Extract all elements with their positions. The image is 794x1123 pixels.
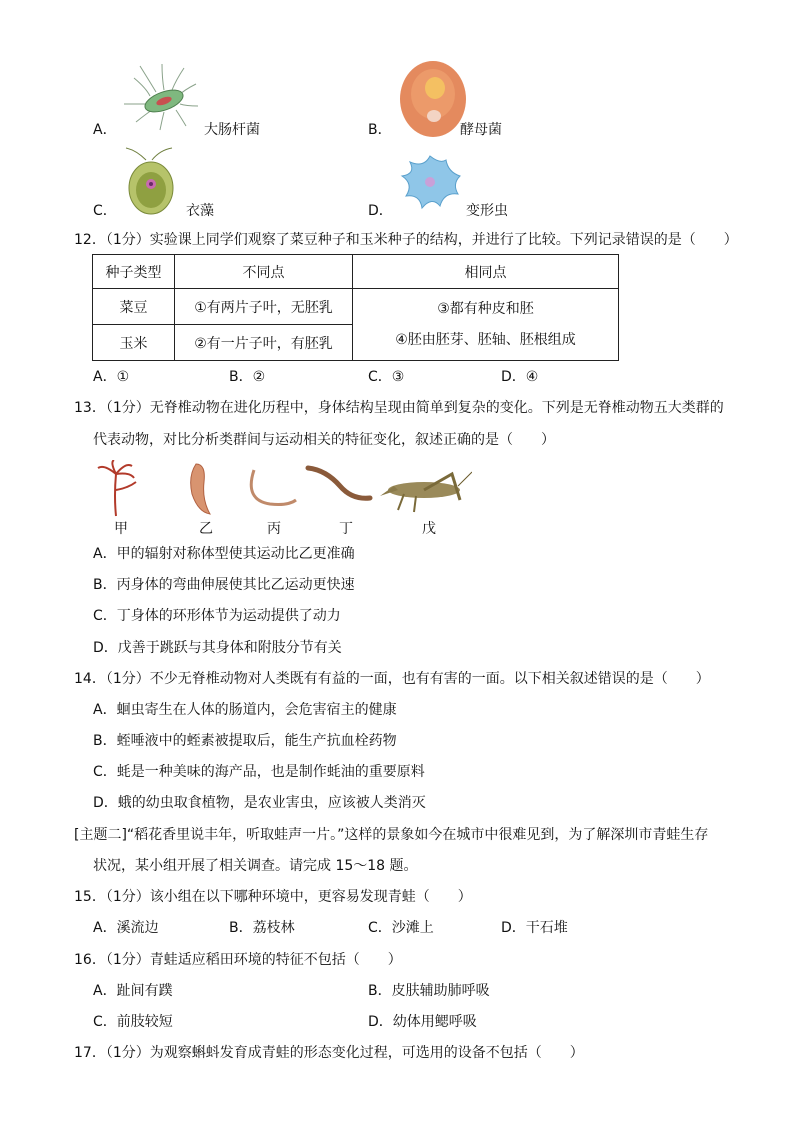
q11-option-a-letter: A．	[93, 122, 117, 138]
invertebrate-animals-image	[94, 460, 472, 518]
ecoli-image	[120, 60, 202, 134]
q11-option-d-label: 变形虫	[466, 203, 508, 219]
q16-option-a: A．趾间有蹼	[93, 983, 173, 999]
q16-stem: 16．（1分）青蛙适应稻田环境的特征不包括（ ）	[74, 952, 402, 968]
table-header-seed-type: 种子类型	[93, 255, 175, 289]
q13-option-c: C．丁身体的环形体节为运动提供了动力	[93, 608, 341, 624]
q14-stem: 14．（1分）不少无脊椎动物对人类既有有益的一面，也有有害的一面。以下相关叙述错误的是（ ）	[74, 671, 710, 687]
table-cell-similarities	[353, 289, 619, 361]
planarian-figure	[191, 464, 210, 514]
table-cell-bean-diff: ①有两片子叶，无胚乳	[175, 289, 353, 325]
q15-option-c: C．沙滩上	[368, 920, 434, 936]
q12-option-a: A．①	[93, 369, 130, 385]
table-header-differences: 不同点	[175, 255, 353, 289]
amoeba-image	[396, 150, 466, 216]
q13-option-d: D．戊善于跳跃与其身体和附肢分节有关	[93, 640, 342, 656]
q17-stem: 17．（1分）为观察蝌蚪发育成青蛙的形态变化过程，可选用的设备不包括（ ）	[74, 1045, 584, 1061]
animal-label-bing: 丙	[267, 521, 281, 537]
earthworm-figure	[308, 468, 370, 498]
q16-option-d: D．幼体用鳃呼吸	[368, 1014, 477, 1030]
q13-stem-line1: 13．（1分）无脊椎动物在进化历程中，身体结构呈现由简单到复杂的变化。下列是无脊椎动物五大类群的	[74, 400, 724, 416]
q12-stem: 12．（1分）实验课上同学们观察了菜豆种子和玉米种子的结构，并进行了比较。下列记录错误的是（ ）	[74, 232, 738, 248]
q11-option-d-letter: D．	[368, 203, 393, 219]
table-same-1: ③都有种皮和胚	[437, 300, 534, 317]
q15-option-b: B．荔枝林	[229, 920, 295, 936]
q11-option-a-label: 大肠杆菌	[204, 122, 260, 138]
table-header-similarities: 相同点	[353, 255, 619, 289]
chlamydomonas-image	[118, 146, 188, 218]
animal-label-wu: 戊	[422, 521, 436, 537]
q11-option-c-label: 衣藻	[186, 203, 214, 219]
grasshopper-figure	[380, 472, 472, 512]
q14-option-c: C．蚝是一种美味的海产品，也是制作蚝油的重要原料	[93, 764, 425, 780]
q11-option-b-letter: B．	[368, 122, 392, 138]
theme2-line1: [主题二]“稻花香里说丰年，听取蛙声一片。”这样的景象如今在城市中很难见到，为了解深圳市青蛙生存	[74, 827, 709, 843]
q13-stem-line2: 代表动物，对比分析类群间与运动相关的特征变化，叙述正确的是（ ）	[93, 432, 555, 448]
animal-label-ding: 丁	[339, 521, 353, 537]
q12-option-b: B．②	[229, 369, 266, 385]
table-same-2: ④胚由胚芽、胚轴、胚根组成	[395, 331, 576, 348]
q14-option-b: B．蛭唾液中的蛭素被提取后，能生产抗血栓药物	[93, 733, 397, 749]
theme2-line2: 状况，某小组开展了相关调查。请完成 15～18 题。	[93, 858, 418, 874]
q15-option-d: D．干石堆	[501, 920, 568, 936]
q16-option-c: C．前肢较短	[93, 1014, 173, 1030]
q12-option-c: C．③	[368, 369, 405, 385]
q14-option-a: A．蛔虫寄生在人体的肠道内，会危害宿主的健康	[93, 702, 397, 718]
roundworm-figure	[251, 470, 296, 505]
table-cell-corn: 玉米	[93, 325, 175, 361]
q13-option-b: B．丙身体的弯曲伸展使其比乙运动更快速	[93, 577, 355, 593]
q12-option-d: D．④	[501, 369, 539, 385]
q16-option-b: B．皮肤辅助肺呼吸	[368, 983, 490, 999]
yeast-image	[396, 58, 470, 140]
animal-label-yi: 乙	[199, 521, 213, 537]
hydra-figure	[98, 460, 136, 516]
q13-option-a: A．甲的辐射对称体型使其运动比乙更准确	[93, 546, 355, 562]
q11-option-b-label: 酵母菌	[460, 122, 502, 138]
seed-comparison-table	[92, 254, 619, 361]
table-cell-bean: 菜豆	[93, 289, 175, 325]
q14-option-d: D．蛾的幼虫取食植物，是农业害虫，应该被人类消灭	[93, 795, 426, 811]
table-cell-corn-diff: ②有一片子叶，有胚乳	[175, 325, 353, 361]
q15-option-a: A．溪流边	[93, 920, 159, 936]
animal-label-jia: 甲	[114, 521, 128, 537]
q11-option-c-letter: C．	[93, 203, 117, 219]
q15-stem: 15．（1分）该小组在以下哪种环境中，更容易发现青蛙（ ）	[74, 889, 472, 905]
